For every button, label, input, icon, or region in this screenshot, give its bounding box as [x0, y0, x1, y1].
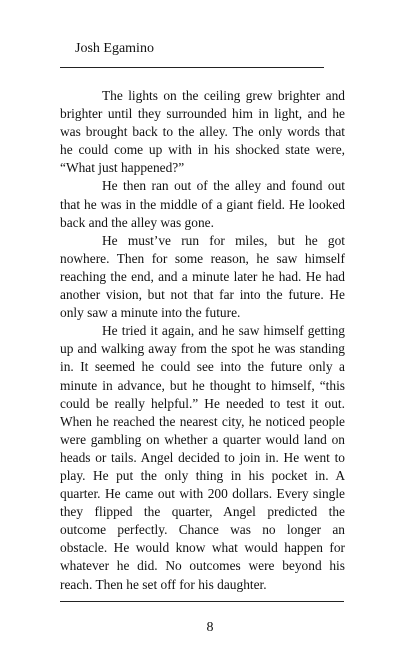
paragraph: He tried it again, and he saw himself getting up and walking away from the spot he was standing in. It seemed he could see into the future only a minute in advance, but he thought to himself, “this could be really helpful.” He needed to test it out. When he reached the nearest city, he noticed people were gambling on whether a quarter would land on heads or tails. Angel decided to join in. He went to play. He put the only thing in his pocket in. A quarter. He came out with 200 dollars. Every single they flipped the quarter, Angel predicted the outcome perfectly. Chance was no longer an obstacle. He would know what would happen for whatever he did. No outcomes were beyond his reach. Then he set off for his daughter. — [60, 323, 345, 592]
footer-divider — [60, 601, 344, 602]
paragraph: He must’ve run for miles, but he got nowhere. Then for some reason, he saw himself reaching the end, and a minute later he had. He had another vision, but not that far into the future. He only saw a minute into the future. — [60, 232, 345, 321]
paragraph: The lights on the ceiling grew brighter and brighter until they surrounded him in light, and he was brought back to the alley. The only words that he could come up with in his shocked state were, “What just happened?” — [60, 88, 345, 176]
running-header-author: Josh Egamino — [75, 41, 154, 56]
body-text — [60, 87, 345, 594]
header-divider — [60, 67, 324, 68]
page-number: 8 — [206, 620, 214, 635]
paragraph: He then ran out of the alley and found out that he was in the middle of a giant field. He looked back and the alley was gone. — [60, 178, 345, 230]
